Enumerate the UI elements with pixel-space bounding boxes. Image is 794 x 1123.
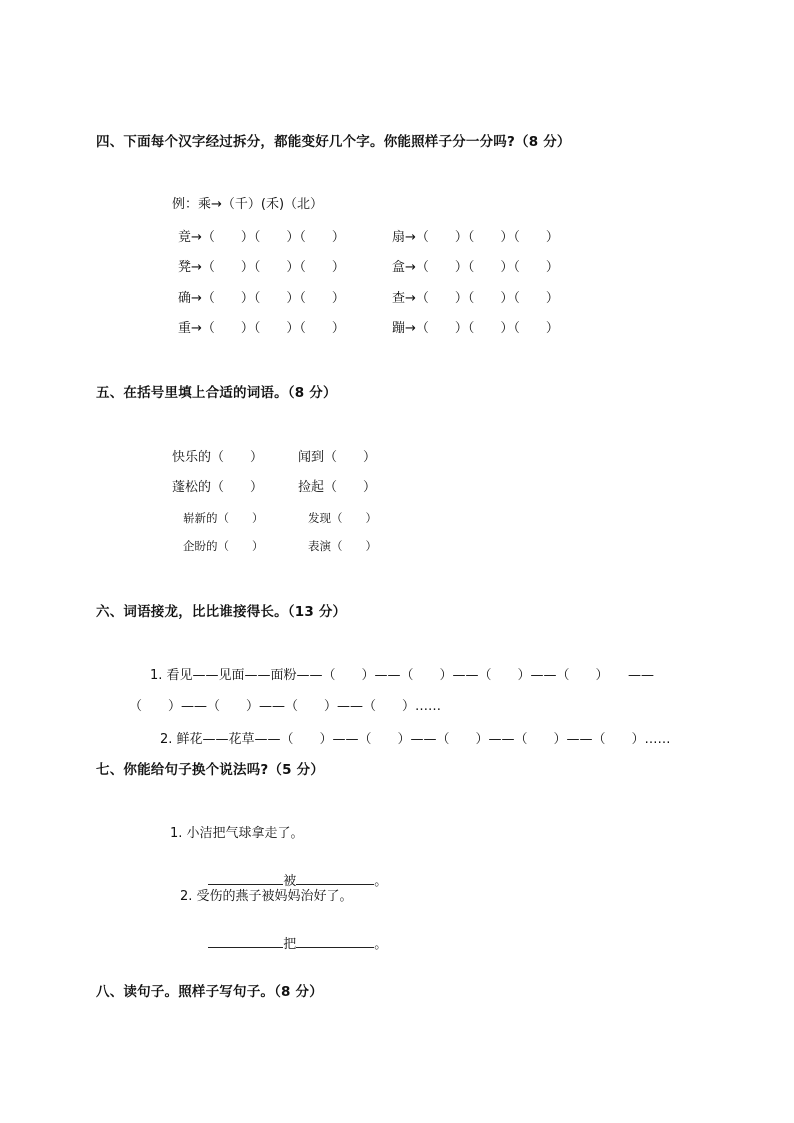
split-row-right-2: 盒→（ ）（ ）（ ） xyxy=(392,260,559,275)
fill-word-left-3: 崭新的（ ） xyxy=(183,511,264,525)
split-row-right-4: 蹦→（ ）（ ）（ ） xyxy=(392,321,559,336)
rewrite-word-ba: 把 xyxy=(283,937,297,952)
rewrite-blank-2b[interactable] xyxy=(296,935,374,948)
fill-word-left-1: 快乐的（ ） xyxy=(172,450,264,465)
fill-word-right-2: 捡起（ ） xyxy=(298,480,377,495)
rewrite-line-1 xyxy=(200,859,387,888)
rewrite-period-1: 。 xyxy=(374,874,388,889)
fill-word-left-2: 蓬松的（ ） xyxy=(172,480,264,495)
fill-word-right-4: 表演（ ） xyxy=(308,539,377,553)
rewrite-blank-1a[interactable] xyxy=(208,872,283,885)
fill-word-right-1: 闻到（ ） xyxy=(298,450,377,465)
section-4-title: 四、下面每个汉字经过拆分，都能变好几个字。你能照样子分一分吗?（8 分） xyxy=(96,134,571,150)
rewrite-blank-2a[interactable] xyxy=(208,935,283,948)
sentence-2: 2. 受伤的燕子被妈妈治好了。 xyxy=(180,889,353,904)
section-6-title: 六、词语接龙，比比谁接得长。（13 分） xyxy=(96,604,347,620)
rewrite-period-2: 。 xyxy=(374,937,388,952)
split-row-left-3: 确→（ ）（ ）（ ） xyxy=(178,291,345,306)
split-row-left-4: 重→（ ）（ ）（ ） xyxy=(178,321,345,336)
sentence-1: 1. 小洁把气球拿走了。 xyxy=(170,826,304,841)
section-5-title: 五、在括号里填上合适的词语。（8 分） xyxy=(96,385,337,401)
word-chain-line-1-cont: （ ）——（ ）——（ ）——（ ）…… xyxy=(129,699,442,714)
rewrite-blank-1b[interactable] xyxy=(296,872,374,885)
split-row-right-3: 查→（ ）（ ）（ ） xyxy=(392,291,559,306)
rewrite-line-2 xyxy=(200,922,387,951)
split-row-left-1: 竟→（ ）（ ）（ ） xyxy=(178,230,345,245)
split-row-right-1: 扇→（ ）（ ）（ ） xyxy=(392,230,559,245)
word-chain-line-1: 1. 看见——见面——面粉——（ ）——（ ）——（ ）——（ ） —— xyxy=(150,668,655,683)
word-chain-line-2: 2. 鲜花——花草——（ ）——（ ）——（ ）——（ ）——（ ）…… xyxy=(160,732,671,747)
fill-word-left-4: 企盼的（ ） xyxy=(183,539,264,553)
section-4-example: 例：乘→（千）(禾)（北） xyxy=(172,197,324,212)
rewrite-word-bei: 被 xyxy=(283,874,297,889)
split-row-left-2: 凳→（ ）（ ）（ ） xyxy=(178,260,345,275)
section-7-title: 七、你能给句子换个说法吗?（5 分） xyxy=(96,762,325,778)
section-8-title: 八、读句子。照样子写句子。（8 分） xyxy=(96,984,323,1000)
fill-word-right-3: 发现（ ） xyxy=(308,511,377,525)
